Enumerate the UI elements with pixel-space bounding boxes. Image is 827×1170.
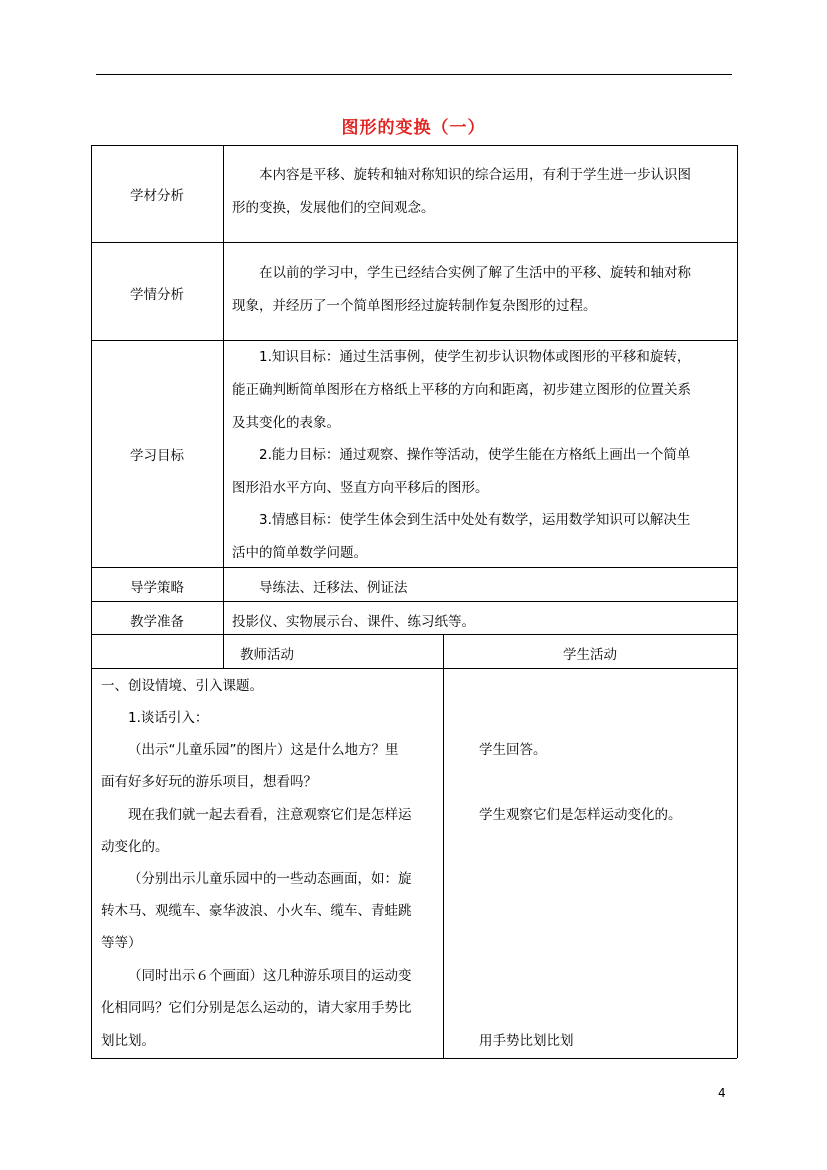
strategy-label: 导学策略 <box>130 580 184 596</box>
label-column-divider <box>223 145 224 668</box>
teacher-activity-line: （分别出示儿童乐园中的一些动态画面，如：旋 <box>128 871 412 887</box>
teacher-activity-line: （出示“儿童乐园”的图片）这是什么地方？里 <box>128 742 399 758</box>
goal-line: 图形沿水平方向、竖直方向平移后的图形。 <box>232 480 489 496</box>
teacher-activity-line: 面有好多好玩的游乐项目，想看吗？ <box>101 774 317 790</box>
learner-analysis-line: 现象，并经历了一个简单图形经过旋转制作复杂图形的过程。 <box>232 298 597 314</box>
material-analysis-label: 学材分析 <box>130 188 184 204</box>
table-divider <box>91 242 737 243</box>
material-analysis-line: 本内容是平移、旋转和轴对称知识的综合运用，有利于学生进一步认识图 <box>259 167 691 183</box>
table-divider <box>91 668 737 669</box>
teacher-activity-header: 教师活动 <box>240 647 294 663</box>
goal-line: 2.能力目标：通过观察、操作等活动，使学生能在方格纸上画出一个简单 <box>259 447 691 463</box>
teacher-activity-line: 等等） <box>101 935 142 951</box>
teacher-activity-line: 划比划。 <box>101 1033 155 1049</box>
student-activity-header: 学生活动 <box>563 647 617 663</box>
teacher-activity-line: 一、创设情境、引入课题。 <box>101 678 263 694</box>
document-title: 图形的变换（一） <box>341 118 486 138</box>
student-activity-line: 用手势比划比划 <box>479 1033 574 1049</box>
activity-column-divider <box>443 634 444 1058</box>
goal-line: 及其变化的表象。 <box>232 415 340 431</box>
learner-analysis-label: 学情分析 <box>130 287 184 303</box>
learning-goals-label: 学习目标 <box>130 448 184 464</box>
teacher-activity-line: （同时出示６个画面）这几种游乐项目的运动变 <box>128 968 412 984</box>
learner-analysis-line: 在以前的学习中，学生已经结合实例了解了生活中的平移、旋转和轴对称 <box>259 265 691 281</box>
header-rule <box>96 74 732 75</box>
teacher-activity-line: 转木马、观缆车、豪华波浪、小火车、缆车、青蛙跳 <box>101 903 412 919</box>
preparation-label: 教学准备 <box>130 614 184 630</box>
table-divider <box>91 567 737 568</box>
student-activity-line: 学生观察它们是怎样运动变化的。 <box>479 807 682 823</box>
goal-line: 活中的简单数学问题。 <box>232 545 367 561</box>
student-activity-line: 学生回答。 <box>479 742 547 758</box>
lesson-plan-table <box>91 145 737 1058</box>
teacher-activity-line: 化相同吗？它们分别是怎么运动的，请大家用手势比 <box>101 1000 412 1016</box>
table-border-bottom <box>91 1058 737 1059</box>
page-number: 4 <box>718 1086 726 1100</box>
table-divider <box>91 601 737 602</box>
teacher-activity-line: 现在我们就一起去看看，注意观察它们是怎样运 <box>128 807 412 823</box>
table-divider <box>91 634 737 635</box>
preparation-text: 投影仪、实物展示台、课件、练习纸等。 <box>232 614 475 630</box>
teacher-activity-line: 动变化的。 <box>101 839 169 855</box>
goal-line: 1.知识目标：通过生活事例，使学生初步认识物体或图形的平移和旋转， <box>259 349 691 365</box>
table-border-left <box>91 145 92 1058</box>
table-border-top <box>91 145 737 146</box>
teacher-activity-line: 1.谈话引入： <box>128 710 209 726</box>
goal-line: 3.情感目标：使学生体会到生活中处处有数学，运用数学知识可以解决生 <box>259 512 691 528</box>
strategy-text: 导练法、迁移法、例证法 <box>259 580 408 596</box>
material-analysis-line: 形的变换，发展他们的空间观念。 <box>232 200 435 216</box>
goal-line: 能正确判断简单图形在方格纸上平移的方向和距离，初步建立图形的位置关系 <box>232 382 691 398</box>
table-border-right <box>737 145 738 1058</box>
